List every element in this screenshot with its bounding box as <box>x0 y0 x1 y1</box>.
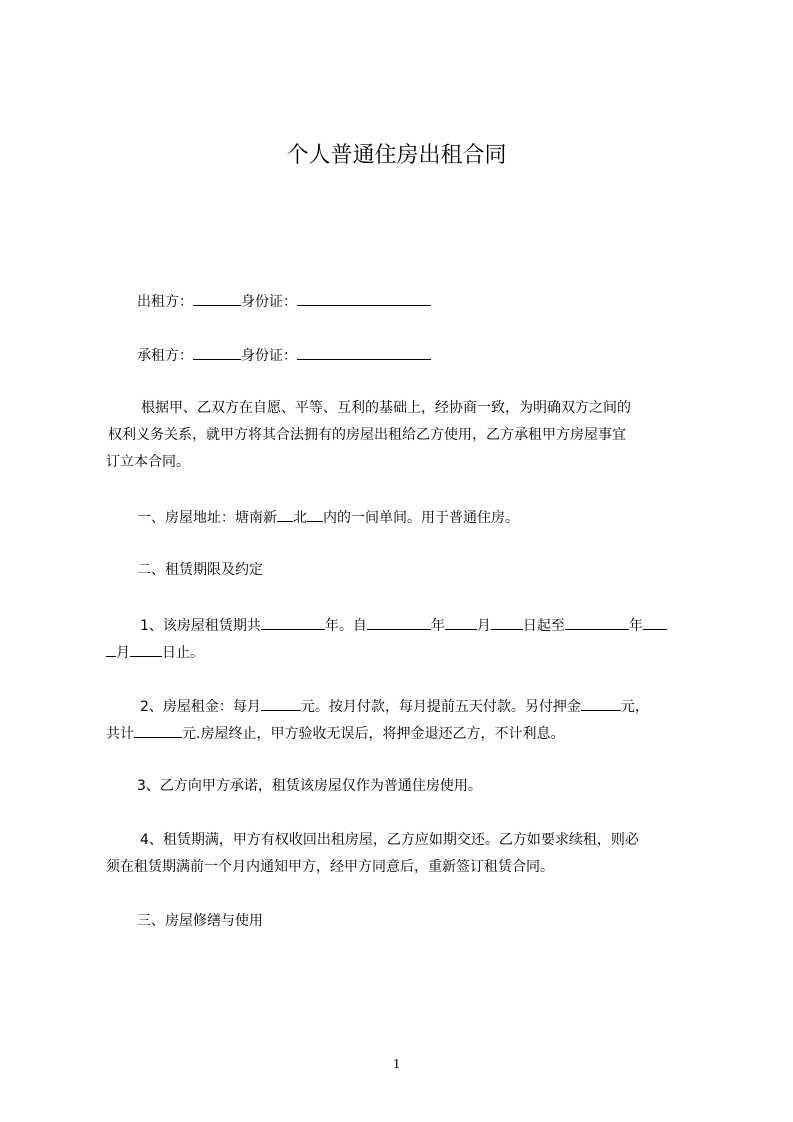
lessor-name-blank <box>193 291 241 306</box>
start-month-blank <box>445 615 477 630</box>
lessee-label: 承租方： <box>137 348 193 364</box>
end-year-blank <box>565 615 629 630</box>
total-amount-blank <box>134 723 182 738</box>
clause-1-text-b: 年。自 <box>324 618 367 634</box>
section-2-heading: 二、租赁期限及约定 <box>137 562 263 578</box>
deposit-blank <box>581 696 621 711</box>
lessee-id-blank <box>297 345 431 360</box>
clause-2-text-a: 2、房屋租金：每月 <box>140 699 261 715</box>
clause-2-line-1 <box>140 696 649 716</box>
document-title: 个人普通住房出租合同 <box>286 143 507 168</box>
lessor-line <box>137 291 431 311</box>
end-month-blank-a <box>643 615 667 630</box>
end-month-blank-b <box>106 642 116 657</box>
clause-2-text-e: 元.房屋终止，甲方验收无误后，将押金退还乙方，不计利息。 <box>182 726 565 742</box>
monthly-rent-blank <box>261 696 301 711</box>
clause-1-text-h: 日止。 <box>162 645 204 661</box>
intro-line-1: 根据甲、乙双方在自愿、平等、互利的基础上，经协商一致，为明确双方之间的 <box>141 400 631 416</box>
lessor-id-blank <box>297 291 431 306</box>
intro-line-3: 订立本合同。 <box>106 454 190 470</box>
clause-1-text-g: 月 <box>116 645 130 661</box>
clause-1-text-e: 日起至 <box>522 618 565 634</box>
clause-3: 3、乙方向甲方承诺，租赁该房屋仅作为普通住房使用。 <box>137 778 482 794</box>
section-3-heading: 三、房屋修缮与使用 <box>137 913 263 929</box>
intro-line-2: 权利义务关系，就甲方将其合法拥有的房屋出租给乙方使用，乙方承租甲方房屋事宜 <box>108 427 626 443</box>
section-1-address <box>137 507 519 527</box>
clause-2-text-c: 元， <box>620 699 649 715</box>
lessor-label: 出租方： <box>137 294 193 310</box>
term-years-blank <box>261 615 325 630</box>
clause-1-text-d: 月 <box>476 618 491 634</box>
clause-4-line-2: 须在租赁期满前一个月内通知甲方，经甲方同意后，重新签订租赁合同。 <box>106 859 554 875</box>
clause-1-line-1 <box>140 615 667 635</box>
address-blank-1 <box>277 507 293 522</box>
end-day-blank <box>130 642 162 657</box>
lessor-id-label: 身份证： <box>241 294 297 310</box>
section-1-text-a: 一、房屋地址：塘南新 <box>137 510 277 526</box>
page-number: 1 <box>393 1057 400 1072</box>
lessee-name-blank <box>193 345 241 360</box>
clause-1-text-c: 年 <box>430 618 445 634</box>
lessee-line <box>137 345 431 365</box>
clause-1-text-a: 1、该房屋租赁期共 <box>140 618 261 634</box>
clause-2-text-d: 共计 <box>106 726 134 742</box>
address-blank-2 <box>307 507 323 522</box>
clause-2-text-b: 元。按月付款，每月提前五天付款。另付押金 <box>300 699 581 715</box>
clause-2-line-2 <box>106 723 564 743</box>
clause-4-line-1: 4、租赁期满，甲方有权收回出租房屋，乙方应如期交还。乙方如要求续租，则必 <box>140 832 639 848</box>
clause-1-line-2 <box>106 642 204 662</box>
section-1-text-b: 北 <box>293 510 307 526</box>
section-1-text-c: 内的一间单间。用于普通住房。 <box>323 510 519 526</box>
clause-1-text-f: 年 <box>628 618 643 634</box>
start-year-blank <box>367 615 431 630</box>
start-day-blank <box>491 615 523 630</box>
lessee-id-label: 身份证： <box>241 348 297 364</box>
